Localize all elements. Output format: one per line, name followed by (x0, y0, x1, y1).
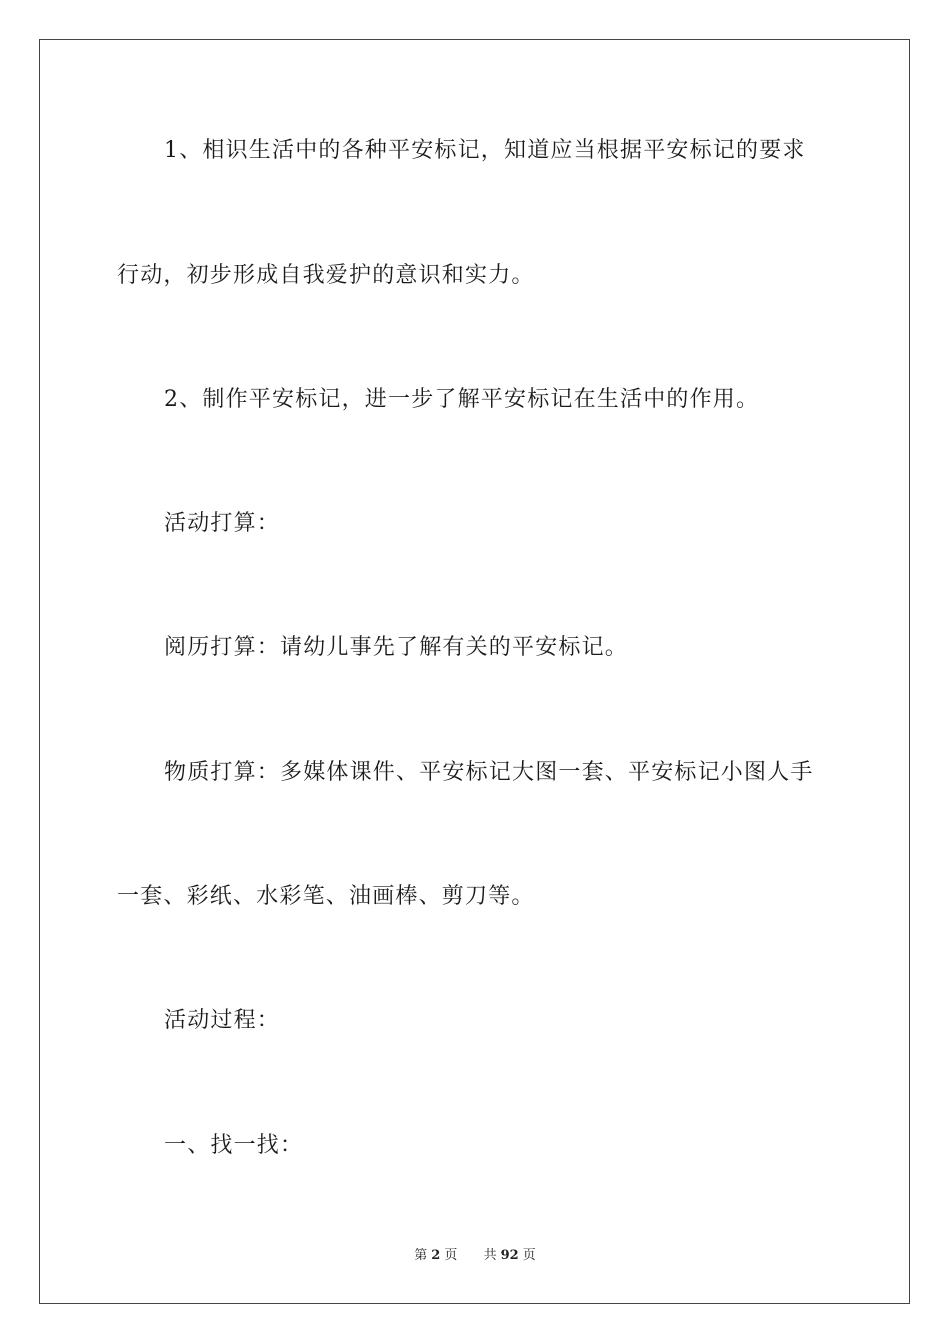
paragraph-line-6: 物质打算：多媒体课件、平安标记大图一套、平安标记小图人手 (164, 760, 814, 785)
footer-total-prefix: 共 (483, 1248, 497, 1263)
paragraph-line-1: 1、相识生活中的各种平安标记，知道应当根据平安标记的要求 (164, 138, 806, 163)
paragraph-line-5: 阅历打算：请幼儿事先了解有关的平安标记。 (164, 635, 629, 660)
paragraph-line-3: 2、制作平安标记，进一步了解平安标记在生活中的作用。 (164, 387, 760, 412)
section-heading-find: 一、找一找： (164, 1133, 304, 1158)
section-heading-activity-process: 活动过程： (164, 1008, 281, 1033)
footer-total-pages: 92 (500, 1248, 519, 1263)
page-footer (0, 1247, 950, 1265)
footer-total-suffix: 页 (522, 1248, 536, 1263)
page-border (39, 39, 910, 1304)
section-heading-activity-prep: 活动打算： (164, 511, 281, 536)
footer-page-prefix: 第 (414, 1248, 428, 1263)
paragraph-line-7: 一套、彩纸、水彩笔、油画棒、剪刀等。 (117, 884, 535, 909)
footer-page-number: 2 (431, 1248, 441, 1263)
paragraph-line-2: 行动，初步形成自我爱护的意识和实力。 (117, 263, 535, 288)
footer-page-suffix: 页 (444, 1248, 458, 1263)
